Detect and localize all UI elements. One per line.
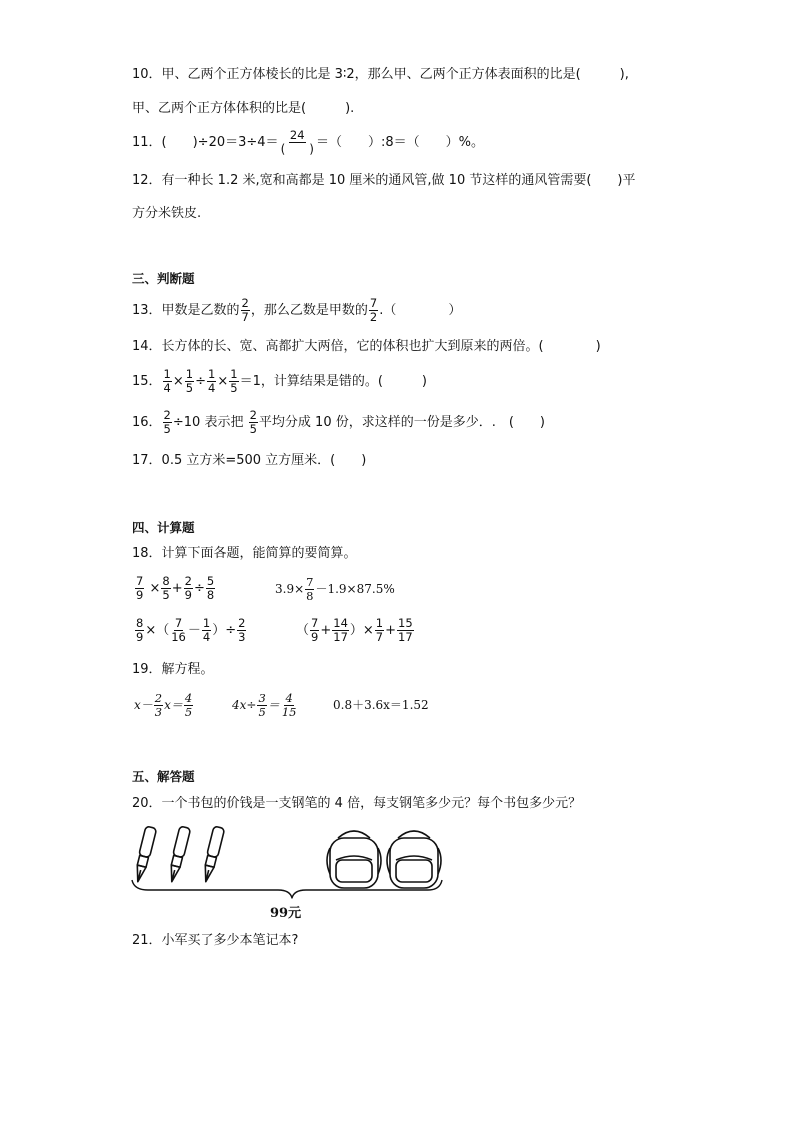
q11-prefix: 11．( )÷20＝3÷4＝ <box>132 135 279 150</box>
q13-frac-2 <box>369 297 378 324</box>
q15-frac-2 <box>185 368 194 395</box>
q12-line1: 12．有一种长 1.2 米,宽和高都是 10 厘米的通风管,做 10 节这样的通风管需要( )平 <box>132 173 636 188</box>
frac-den: 5 <box>230 381 238 395</box>
q21-text: 21．小军买了多少本笔记本? <box>132 933 299 948</box>
frac-num: 15 <box>398 616 413 630</box>
frac-den: 7 <box>375 630 384 644</box>
frac-num: 14 <box>333 616 348 630</box>
frac <box>305 576 314 603</box>
expr-text: x＝ <box>164 698 183 712</box>
pen-icon <box>166 826 190 883</box>
q16 <box>132 407 545 439</box>
frac-num: 2 <box>154 691 163 705</box>
frac <box>281 692 298 719</box>
frac-num: 2 <box>163 408 171 422</box>
frac-num: 1 <box>202 616 211 630</box>
q11-frac-num: 24 <box>289 128 305 142</box>
frac-den: 5 <box>184 705 193 719</box>
q13-frac-1 <box>241 297 250 324</box>
q15-frac-3 <box>207 368 216 395</box>
frac <box>170 617 187 644</box>
frac-den: 17 <box>333 630 348 644</box>
frac-den: 9 <box>184 588 192 602</box>
operator: × <box>149 581 161 596</box>
frac <box>332 617 349 644</box>
frac <box>135 617 144 644</box>
frac-num: 7 <box>369 296 378 310</box>
frac-num: 2 <box>249 408 257 422</box>
frac <box>397 617 414 644</box>
expr-text: x－ <box>134 698 153 712</box>
q12-line2: 方分米铁皮. <box>132 206 202 221</box>
frac-den: 15 <box>281 705 297 719</box>
frac-num: 3 <box>258 691 266 705</box>
q17: 17．0.5 立方米=500 立方厘米．( ) <box>132 453 367 468</box>
brace <box>132 880 442 898</box>
frac <box>154 692 163 719</box>
frac-num: 7 <box>306 575 314 589</box>
frac-num: 7 <box>311 616 319 630</box>
operator: － <box>187 623 201 638</box>
q15-num: 15． <box>132 374 162 389</box>
q16-text-b: 平均分成 10 份，求这样的一份是多少．. ( ) <box>258 415 546 430</box>
q16-frac-1 <box>163 409 172 436</box>
section-4-title: 四、计算题 <box>132 520 195 535</box>
total-price-label: 99元 <box>270 906 302 921</box>
frac-num: 4 <box>184 691 193 705</box>
q16-text-a: ÷10 表示把 <box>172 415 244 430</box>
q11-suffix: ＝（ ）:8＝（ ）%。 <box>315 135 484 150</box>
frac-den: 5 <box>249 422 257 436</box>
frac-den: 4 <box>163 381 171 395</box>
q18-expr-1 <box>134 572 216 606</box>
frac <box>184 692 193 719</box>
q11-fraction <box>280 129 315 156</box>
q13 <box>132 296 461 326</box>
frac-den: 5 <box>162 588 170 602</box>
frac <box>375 617 384 644</box>
operator: ÷ <box>195 374 207 389</box>
expr-text: 4x÷ <box>232 698 257 712</box>
schoolbag-icon <box>327 831 381 888</box>
frac-num: 2 <box>238 616 246 630</box>
frac-den: 8 <box>306 589 314 603</box>
operator: + <box>171 581 183 596</box>
q11-frac-den: ( ) <box>280 142 314 156</box>
frac-den: 3 <box>238 630 246 644</box>
section-3-title: 三、判断题 <box>132 271 195 286</box>
q16-frac-2 <box>249 409 258 436</box>
frac <box>310 617 319 644</box>
section-5-title: 五、解答题 <box>132 769 195 784</box>
frac-den: 7 <box>241 310 249 324</box>
frac-den: 9 <box>136 630 144 644</box>
frac-num: 8 <box>162 574 170 588</box>
q10-line1: 10．甲、乙两个正方体棱长的比是 3∶2，那么甲、乙两个正方体表面积的比是( ), <box>132 67 629 82</box>
q13-text-b: ，那么乙数是甲数的 <box>250 303 368 318</box>
frac-num: 7 <box>174 616 183 630</box>
expr-text: ）÷ <box>212 623 237 638</box>
frac-den: 16 <box>171 630 186 644</box>
expr-text: ）× <box>349 623 374 638</box>
frac-den: 4 <box>202 630 211 644</box>
frac-num: 2 <box>184 574 192 588</box>
frac <box>237 617 246 644</box>
schoolbag-icon <box>387 831 441 888</box>
frac <box>135 575 144 602</box>
expr-text: ＝ <box>267 698 280 712</box>
expr-text: ×（ <box>145 623 170 638</box>
operator: × <box>217 374 229 389</box>
frac-den: 5 <box>258 705 266 719</box>
operator: + <box>385 623 397 638</box>
frac-den: 9 <box>311 630 319 644</box>
q20-text: 20．一个书包的价钱是一支钢笔的 4 倍，每支钢笔多少元？每个书包多少元？ <box>132 796 582 811</box>
frac <box>184 575 193 602</box>
frac-num: 1 <box>375 616 384 630</box>
q15-frac-1 <box>163 368 172 395</box>
q18-expr-3 <box>134 614 247 648</box>
operator: ÷ <box>193 581 205 596</box>
q18-title: 18．计算下面各题，能简算的要简算。 <box>132 546 357 561</box>
q19-eq-3: 0.8＋3.6x＝1.52 <box>333 698 429 712</box>
operator: × <box>172 374 184 389</box>
expr-text: （ <box>296 623 310 638</box>
frac-den: 5 <box>185 381 194 395</box>
frac-den: 5 <box>163 422 171 436</box>
q13-text-a: 13．甲数是乙数的 <box>132 303 240 318</box>
q15 <box>132 366 427 398</box>
q19-eq-2 <box>232 688 298 722</box>
frac-num: 2 <box>241 296 249 310</box>
q13-text-c: .（ ） <box>379 303 462 318</box>
frac <box>161 575 170 602</box>
q10-line2: 甲、乙两个正方体体积的比是( ). <box>132 101 355 116</box>
q11 <box>132 126 484 160</box>
frac-num: 1 <box>163 367 171 381</box>
expr-text: 3.9× <box>275 582 305 596</box>
frac <box>202 617 211 644</box>
frac-num: 1 <box>208 367 216 381</box>
frac-den: 9 <box>136 588 144 602</box>
q15-frac-4 <box>229 368 238 395</box>
q18-expr-4 <box>296 614 415 648</box>
q18-expr-2 <box>275 572 395 606</box>
q14: 14．长方体的长、宽、高都扩大两倍，它的体积也扩大到原来的两倍。( ) <box>132 339 601 354</box>
operator: + <box>320 623 332 638</box>
frac-num: 1 <box>185 367 194 381</box>
q19-eq-1 <box>134 688 194 722</box>
frac-den: 3 <box>154 705 163 719</box>
q16-num: 16． <box>132 415 162 430</box>
q19-title: 19．解方程。 <box>132 662 214 677</box>
frac-den: 4 <box>208 381 216 395</box>
expr-text: －1.9×87.5% <box>315 582 395 596</box>
frac-den: 17 <box>398 630 413 644</box>
pen-icon <box>200 826 224 883</box>
frac-num: 4 <box>285 691 293 705</box>
frac <box>206 575 215 602</box>
frac <box>257 692 266 719</box>
pen-icon <box>132 826 156 883</box>
q15-rest: ＝1，计算结果是错的。( ) <box>239 374 427 389</box>
frac-num: 7 <box>136 574 144 588</box>
frac-num: 5 <box>206 574 215 588</box>
frac-den: 8 <box>206 588 215 602</box>
frac-num: 8 <box>136 616 144 630</box>
frac-den: 2 <box>369 310 378 324</box>
frac-num: 1 <box>230 367 238 381</box>
